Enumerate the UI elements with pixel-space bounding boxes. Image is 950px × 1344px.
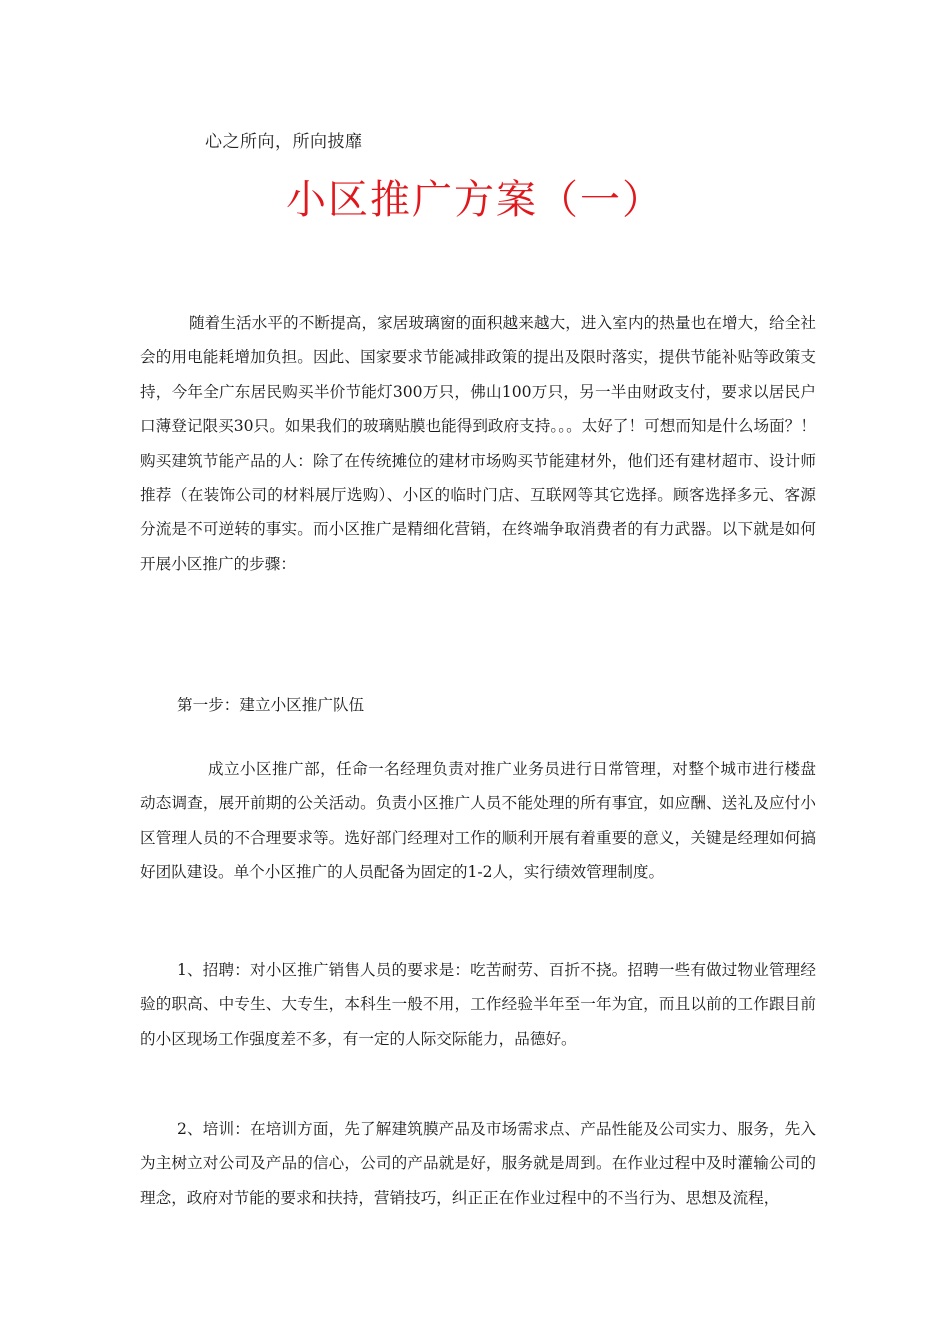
paragraph-training: 2、培训：在培训方面，先了解建筑膜产品及市场需求点、产品性能及公司实力、服务，先入为主树立对公司及产品的信心，公司的产品就是好，服务就是周到。在作业过程中及时灌输公司的理念，政府对节能的要求和扶持，营销技巧，纠正正在作业过程中的不当行为、思想及流程， — [140, 1120, 816, 1207]
step1-heading: 第一步：建立小区推广队伍 — [177, 696, 365, 714]
paragraph-intro: 随着生活水平的不断提高，家居玻璃窗的面积越来越大，进入室内的热量也在增大，给全社会的用电能耗增加负担。因此、国家要求节能减排政策的提出及限时落实，提供节能补贴等政策支持，今年全广东居民购买半价节能灯300万只，佛山100万只，另一半由财政支付，要求以居民户口薄登记限买30只。如果我们的玻璃贴膜也能得到政府支持。。。太好了！可想而知是什么场面？！购买建筑节能产品的人：除了在传统摊位的建材市场购买节能建材外，他们还有建材超市、设计师推荐（在装饰公司的材料展厅选购）、小区的临时门店、互联网等其它选择。顾客选择多元、客源分流是不可逆转的事实。而小区推广是精细化营销，在终端争取消费者的有力武器。以下就是如何开展小区推广的步骤： — [140, 314, 816, 573]
paragraph-department: 成立小区推广部，任命一名经理负责对推广业务员进行日常管理，对整个城市进行楼盘动态调查，展开前期的公关活动。负责小区推广人员不能处理的所有事宜，如应酬、送礼及应付小区管理人员的不合理要求等。选好部门经理对工作的顺利开展有着重要的意义，关键是经理如何搞好团队建设。单个小区推广的人员配备为固定的1-2人，实行绩效管理制度。 — [140, 760, 816, 882]
document-title: 小区推广方案（一） — [286, 177, 664, 223]
header-motto: 心之所向，所向披靡 — [205, 132, 363, 152]
paragraph-recruitment: 1、招聘：对小区推广销售人员的要求是：吃苦耐劳、百折不挠。招聘一些有做过物业管理经验的职高、中专生、大专生，本科生一般不用，工作经验半年至一年为宜，而且以前的工作跟目前的小区现场工作强度差不多，有一定的人际交际能力，品德好。 — [140, 961, 816, 1048]
